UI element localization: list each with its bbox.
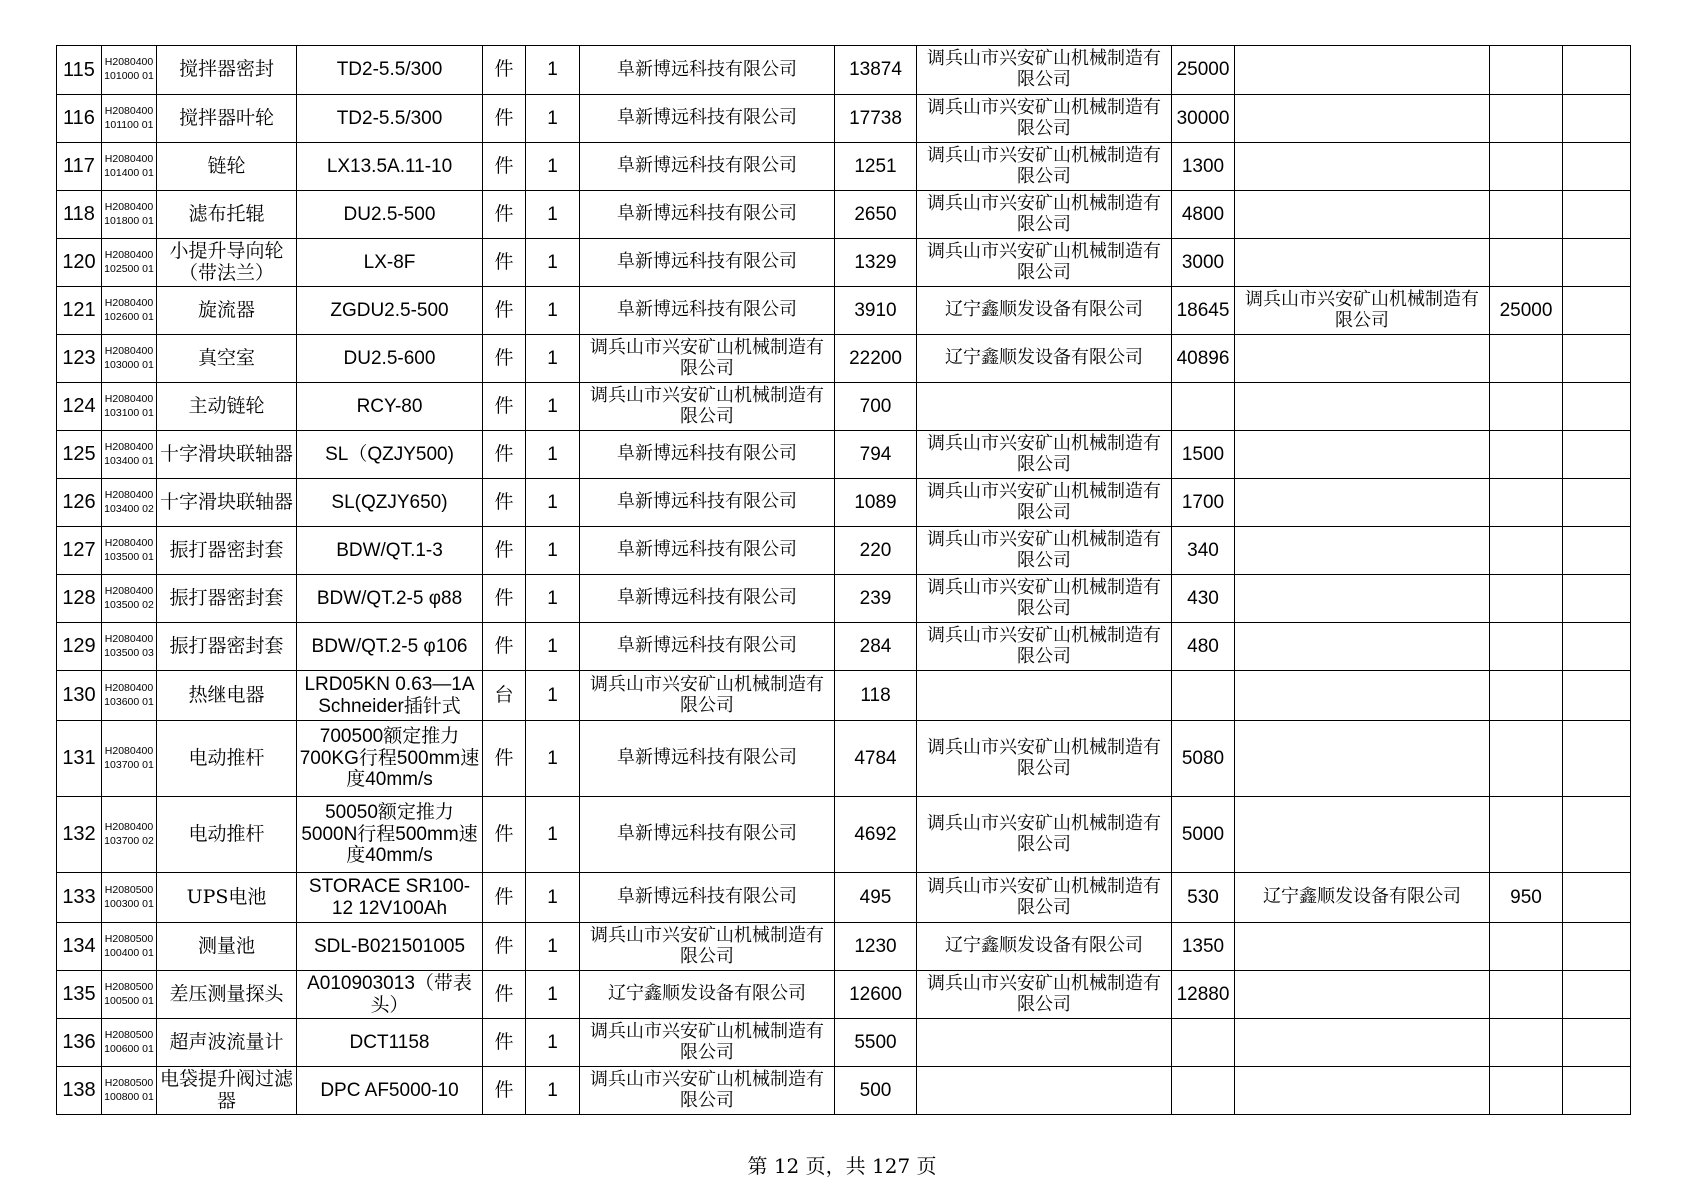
table-row [57,797,1631,873]
item-spec: LRD05KN 0.63—1A Schneider插针式 [297,671,483,721]
item-quantity: 1 [526,95,580,143]
price-3 [1490,46,1563,95]
parts-table [56,45,1631,1115]
price-2: 40896 [1172,335,1235,383]
item-number: 124 [57,383,102,431]
blank-cell [1563,873,1631,923]
price-3 [1490,623,1563,671]
price-2: 340 [1172,527,1235,575]
item-quantity: 1 [526,1019,580,1067]
price-1: 12600 [835,971,917,1019]
supplier-3 [1235,383,1490,431]
blank-cell [1563,1067,1631,1115]
item-name: 差压测量探头 [157,971,297,1019]
item-code: H2080400101800 01 [102,191,157,239]
item-number: 126 [57,479,102,527]
item-spec: DU2.5-600 [297,335,483,383]
price-2: 3000 [1172,239,1235,287]
supplier-3 [1235,527,1490,575]
item-code: H2080500100400 01 [102,923,157,971]
supplier-2: 调兵山市兴安矿山机械制造有限公司 [917,575,1172,623]
item-spec: A010903013（带表头） [297,971,483,1019]
table-row [57,143,1631,191]
item-spec: SDL-B021501005 [297,923,483,971]
item-unit: 件 [483,575,526,623]
supplier-2: 调兵山市兴安矿山机械制造有限公司 [917,479,1172,527]
blank-cell [1563,923,1631,971]
price-1: 4692 [835,797,917,873]
table-row [57,335,1631,383]
price-1: 2650 [835,191,917,239]
supplier-1: 调兵山市兴安矿山机械制造有限公司 [580,923,835,971]
supplier-3 [1235,923,1490,971]
item-unit: 件 [483,923,526,971]
price-3 [1490,143,1563,191]
blank-cell [1563,623,1631,671]
item-unit: 件 [483,1067,526,1115]
item-quantity: 1 [526,575,580,623]
item-quantity: 1 [526,191,580,239]
item-number: 123 [57,335,102,383]
item-unit: 件 [483,971,526,1019]
price-2: 25000 [1172,46,1235,95]
supplier-3 [1235,335,1490,383]
price-3 [1490,239,1563,287]
item-code: H2080400103600 01 [102,671,157,721]
item-number: 138 [57,1067,102,1115]
price-3 [1490,575,1563,623]
supplier-3 [1235,1019,1490,1067]
supplier-2: 调兵山市兴安矿山机械制造有限公司 [917,239,1172,287]
blank-cell [1563,46,1631,95]
item-number: 134 [57,923,102,971]
price-3 [1490,479,1563,527]
price-3 [1490,383,1563,431]
item-quantity: 1 [526,479,580,527]
price-3: 950 [1490,873,1563,923]
item-code: H2080400102500 01 [102,239,157,287]
item-number: 115 [57,46,102,95]
item-name: 旋流器 [157,287,297,335]
item-name: 十字滑块联轴器 [157,431,297,479]
item-unit: 件 [483,431,526,479]
supplier-1: 调兵山市兴安矿山机械制造有限公司 [580,335,835,383]
item-code: H2080400102600 01 [102,287,157,335]
price-3: 25000 [1490,287,1563,335]
price-3 [1490,1067,1563,1115]
item-number: 136 [57,1019,102,1067]
price-3 [1490,671,1563,721]
item-code: H2080400103000 01 [102,335,157,383]
item-quantity: 1 [526,383,580,431]
price-3 [1490,335,1563,383]
supplier-3 [1235,239,1490,287]
item-number: 117 [57,143,102,191]
blank-cell [1563,575,1631,623]
item-spec: 50050额定推力5000N行程500mm速度40mm/s [297,797,483,873]
supplier-1: 阜新博远科技有限公司 [580,721,835,797]
blank-cell [1563,721,1631,797]
item-code: H2080400103700 02 [102,797,157,873]
item-unit: 件 [483,623,526,671]
blank-cell [1563,143,1631,191]
item-quantity: 1 [526,671,580,721]
price-2: 4800 [1172,191,1235,239]
price-2: 480 [1172,623,1235,671]
supplier-3 [1235,721,1490,797]
item-number: 129 [57,623,102,671]
supplier-1: 辽宁鑫顺发设备有限公司 [580,971,835,1019]
price-3 [1490,1019,1563,1067]
price-1: 1230 [835,923,917,971]
item-name: 十字滑块联轴器 [157,479,297,527]
item-number: 121 [57,287,102,335]
item-unit: 件 [483,527,526,575]
item-spec: TD2-5.5/300 [297,46,483,95]
price-2 [1172,1019,1235,1067]
price-2 [1172,383,1235,431]
supplier-2: 调兵山市兴安矿山机械制造有限公司 [917,143,1172,191]
price-comparison-sheet [56,45,1630,1115]
supplier-1: 调兵山市兴安矿山机械制造有限公司 [580,1067,835,1115]
item-unit: 件 [483,873,526,923]
price-2: 1500 [1172,431,1235,479]
table-row [57,287,1631,335]
table-row [57,1067,1631,1115]
supplier-3 [1235,623,1490,671]
table-row [57,1019,1631,1067]
supplier-1: 阜新博远科技有限公司 [580,287,835,335]
supplier-2: 辽宁鑫顺发设备有限公司 [917,335,1172,383]
item-number: 133 [57,873,102,923]
item-spec: BDW/QT.2-5 φ88 [297,575,483,623]
supplier-1: 阜新博远科技有限公司 [580,479,835,527]
table-row [57,575,1631,623]
item-quantity: 1 [526,143,580,191]
blank-cell [1563,335,1631,383]
supplier-3 [1235,46,1490,95]
item-number: 128 [57,575,102,623]
item-name: 热继电器 [157,671,297,721]
item-unit: 件 [483,95,526,143]
item-quantity: 1 [526,527,580,575]
item-unit: 件 [483,335,526,383]
item-code: H2080400103400 02 [102,479,157,527]
price-2 [1172,671,1235,721]
supplier-3 [1235,191,1490,239]
item-code: H2080400103500 01 [102,527,157,575]
item-spec: STORACE SR100-12 12V100Ah [297,873,483,923]
item-number: 127 [57,527,102,575]
item-name: 真空室 [157,335,297,383]
supplier-2 [917,1019,1172,1067]
supplier-2: 辽宁鑫顺发设备有限公司 [917,923,1172,971]
page-footer: 第 12 页，共 127 页 [747,1154,937,1178]
table-row [57,527,1631,575]
item-quantity: 1 [526,287,580,335]
supplier-3 [1235,95,1490,143]
supplier-2: 调兵山市兴安矿山机械制造有限公司 [917,873,1172,923]
supplier-1: 阜新博远科技有限公司 [580,623,835,671]
supplier-2: 调兵山市兴安矿山机械制造有限公司 [917,721,1172,797]
item-number: 132 [57,797,102,873]
price-3 [1490,797,1563,873]
price-1: 1089 [835,479,917,527]
item-name: 振打器密封套 [157,527,297,575]
price-1: 4784 [835,721,917,797]
item-unit: 件 [483,797,526,873]
item-spec: 700500额定推力700KG行程500mm速度40mm/s [297,721,483,797]
item-spec: ZGDU2.5-500 [297,287,483,335]
item-quantity: 1 [526,923,580,971]
item-number: 120 [57,239,102,287]
price-1: 3910 [835,287,917,335]
item-spec: BDW/QT.1-3 [297,527,483,575]
supplier-1: 阜新博远科技有限公司 [580,431,835,479]
supplier-1: 阜新博远科技有限公司 [580,575,835,623]
price-2: 5000 [1172,797,1235,873]
item-quantity: 1 [526,971,580,1019]
item-number: 131 [57,721,102,797]
blank-cell [1563,95,1631,143]
item-quantity: 1 [526,873,580,923]
item-number: 135 [57,971,102,1019]
item-spec: SL(QZJY650) [297,479,483,527]
item-quantity: 1 [526,721,580,797]
price-1: 118 [835,671,917,721]
supplier-3 [1235,479,1490,527]
item-name: 振打器密封套 [157,623,297,671]
table-row [57,431,1631,479]
price-3 [1490,721,1563,797]
supplier-3 [1235,1067,1490,1115]
supplier-1: 阜新博远科技有限公司 [580,46,835,95]
item-spec: SL（QZJY500) [297,431,483,479]
item-code: H2080400103500 02 [102,575,157,623]
item-name: 超声波流量计 [157,1019,297,1067]
price-1: 495 [835,873,917,923]
item-name: 电袋提升阀过滤器 [157,1067,297,1115]
blank-cell [1563,797,1631,873]
item-code: H2080500100600 01 [102,1019,157,1067]
table-row [57,923,1631,971]
price-1: 700 [835,383,917,431]
item-spec: LX-8F [297,239,483,287]
price-1: 794 [835,431,917,479]
supplier-3 [1235,143,1490,191]
table-row [57,971,1631,1019]
item-code: H2080400103400 01 [102,431,157,479]
supplier-2: 调兵山市兴安矿山机械制造有限公司 [917,95,1172,143]
item-name: 搅拌器密封 [157,46,297,95]
item-number: 130 [57,671,102,721]
price-3 [1490,431,1563,479]
supplier-3: 调兵山市兴安矿山机械制造有限公司 [1235,287,1490,335]
item-unit: 件 [483,1019,526,1067]
blank-cell [1563,431,1631,479]
price-3 [1490,95,1563,143]
item-name: 链轮 [157,143,297,191]
table-row [57,623,1631,671]
item-quantity: 1 [526,1067,580,1115]
price-2: 530 [1172,873,1235,923]
item-code: H2080400101100 01 [102,95,157,143]
supplier-1: 阜新博远科技有限公司 [580,143,835,191]
price-1: 220 [835,527,917,575]
supplier-2 [917,1067,1172,1115]
item-spec: BDW/QT.2-5 φ106 [297,623,483,671]
table-row [57,239,1631,287]
item-name: 电动推杆 [157,721,297,797]
item-unit: 台 [483,671,526,721]
item-quantity: 1 [526,335,580,383]
price-2: 12880 [1172,971,1235,1019]
item-spec: DPC AF5000-10 [297,1067,483,1115]
supplier-1: 阜新博远科技有限公司 [580,191,835,239]
item-name: 电动推杆 [157,797,297,873]
price-1: 22200 [835,335,917,383]
item-name: 振打器密封套 [157,575,297,623]
item-unit: 件 [483,383,526,431]
supplier-1: 阜新博远科技有限公司 [580,239,835,287]
item-name: 小提升导向轮（带法兰） [157,239,297,287]
item-quantity: 1 [526,46,580,95]
supplier-3 [1235,575,1490,623]
item-name: 滤布托辊 [157,191,297,239]
blank-cell [1563,527,1631,575]
supplier-2: 调兵山市兴安矿山机械制造有限公司 [917,46,1172,95]
item-code: H2080500100500 01 [102,971,157,1019]
supplier-2: 调兵山市兴安矿山机械制造有限公司 [917,797,1172,873]
price-2: 1350 [1172,923,1235,971]
item-spec: TD2-5.5/300 [297,95,483,143]
supplier-1: 调兵山市兴安矿山机械制造有限公司 [580,1019,835,1067]
supplier-1: 阜新博远科技有限公司 [580,95,835,143]
table-row [57,873,1631,923]
price-3 [1490,971,1563,1019]
price-1: 239 [835,575,917,623]
item-unit: 件 [483,287,526,335]
supplier-1: 阜新博远科技有限公司 [580,873,835,923]
supplier-1: 阜新博远科技有限公司 [580,527,835,575]
supplier-2: 调兵山市兴安矿山机械制造有限公司 [917,971,1172,1019]
price-1: 1329 [835,239,917,287]
item-unit: 件 [483,721,526,797]
item-spec: LX13.5A.11-10 [297,143,483,191]
supplier-3 [1235,971,1490,1019]
item-spec: DCT1158 [297,1019,483,1067]
item-quantity: 1 [526,623,580,671]
supplier-2: 调兵山市兴安矿山机械制造有限公司 [917,527,1172,575]
item-unit: 件 [483,46,526,95]
item-code: H2080400103500 03 [102,623,157,671]
supplier-2 [917,383,1172,431]
supplier-2: 调兵山市兴安矿山机械制造有限公司 [917,431,1172,479]
blank-cell [1563,383,1631,431]
supplier-1: 阜新博远科技有限公司 [580,797,835,873]
item-code: H2080500100300 01 [102,873,157,923]
supplier-3 [1235,431,1490,479]
supplier-2: 调兵山市兴安矿山机械制造有限公司 [917,191,1172,239]
blank-cell [1563,971,1631,1019]
table-row [57,95,1631,143]
price-3 [1490,923,1563,971]
blank-cell [1563,479,1631,527]
item-quantity: 1 [526,431,580,479]
item-spec: RCY-80 [297,383,483,431]
price-1: 284 [835,623,917,671]
item-code: H2080400103700 01 [102,721,157,797]
price-2: 18645 [1172,287,1235,335]
price-3 [1490,527,1563,575]
item-name: 主动链轮 [157,383,297,431]
price-1: 13874 [835,46,917,95]
item-quantity: 1 [526,797,580,873]
supplier-3 [1235,797,1490,873]
blank-cell [1563,287,1631,335]
item-name: 搅拌器叶轮 [157,95,297,143]
supplier-1: 调兵山市兴安矿山机械制造有限公司 [580,383,835,431]
item-number: 118 [57,191,102,239]
price-2: 30000 [1172,95,1235,143]
price-3 [1490,191,1563,239]
blank-cell [1563,191,1631,239]
item-number: 125 [57,431,102,479]
blank-cell [1563,239,1631,287]
price-1: 17738 [835,95,917,143]
blank-cell [1563,1019,1631,1067]
price-2: 1700 [1172,479,1235,527]
item-code: H2080400101400 01 [102,143,157,191]
table-row [57,46,1631,95]
blank-cell [1563,671,1631,721]
item-unit: 件 [483,191,526,239]
table-row [57,721,1631,797]
table-row [57,383,1631,431]
item-number: 116 [57,95,102,143]
table-row [57,671,1631,721]
item-code: H2080400101000 01 [102,46,157,95]
supplier-1: 调兵山市兴安矿山机械制造有限公司 [580,671,835,721]
supplier-2 [917,671,1172,721]
table-row [57,191,1631,239]
item-unit: 件 [483,479,526,527]
supplier-3 [1235,671,1490,721]
item-name: 测量池 [157,923,297,971]
price-1: 5500 [835,1019,917,1067]
supplier-3: 辽宁鑫顺发设备有限公司 [1235,873,1490,923]
table-row [57,479,1631,527]
item-unit: 件 [483,239,526,287]
price-2: 5080 [1172,721,1235,797]
item-quantity: 1 [526,239,580,287]
table-body [57,46,1631,1115]
item-unit: 件 [483,143,526,191]
supplier-2: 辽宁鑫顺发设备有限公司 [917,287,1172,335]
item-spec: DU2.5-500 [297,191,483,239]
price-1: 1251 [835,143,917,191]
item-code: H2080500100800 01 [102,1067,157,1115]
price-2: 1300 [1172,143,1235,191]
supplier-2: 调兵山市兴安矿山机械制造有限公司 [917,623,1172,671]
price-1: 500 [835,1067,917,1115]
price-2: 430 [1172,575,1235,623]
price-2 [1172,1067,1235,1115]
item-code: H2080400103100 01 [102,383,157,431]
item-name: UPS电池 [157,873,297,923]
